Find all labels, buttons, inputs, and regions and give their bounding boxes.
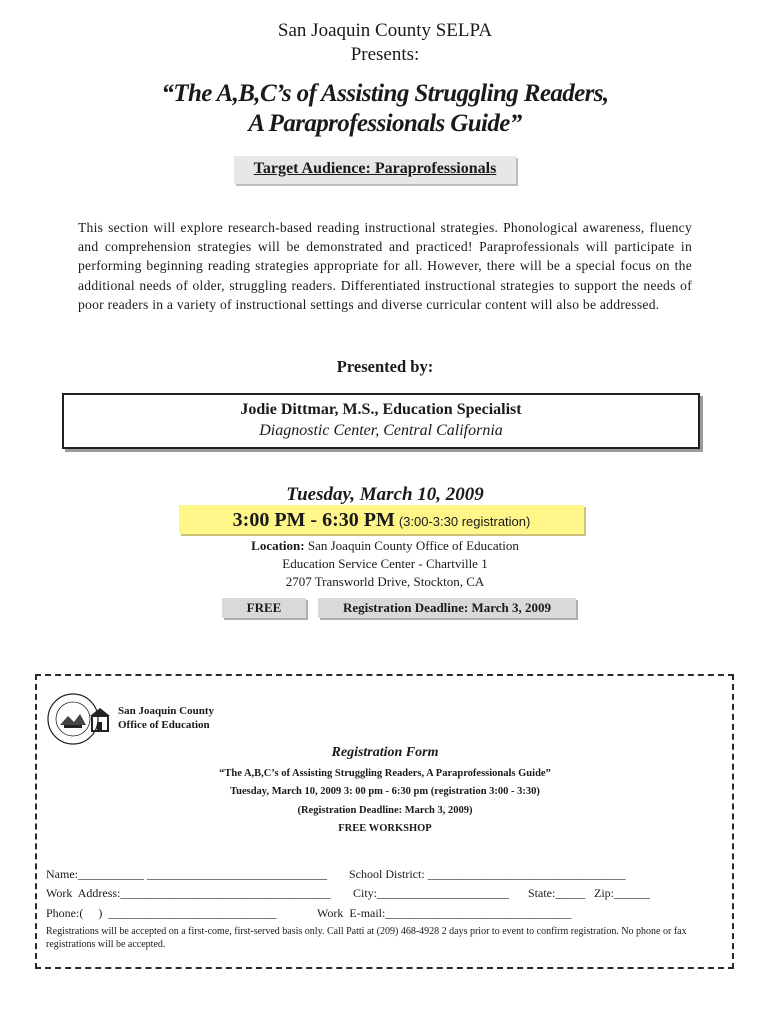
presents-label: Presents: (350, 44, 420, 65)
deadline-badge: Registration Deadline: March 3, 2009 (318, 598, 576, 618)
organization-name: San Joaquin County SELPA (277, 20, 493, 41)
office-line-2: Office of Education (118, 719, 210, 731)
presenter-box (62, 393, 700, 449)
zip-field[interactable]: Zip:______ (594, 886, 650, 900)
office-of-education-label (118, 704, 214, 732)
location-label: Location: (251, 538, 305, 553)
phone-field[interactable]: Phone:( ) ____________________________ (46, 906, 277, 920)
registration-event-title: “The A,B,C’s of Assisting Struggling Readers, A Paraprofessionals Guide” (219, 768, 551, 779)
free-badge: FREE (222, 598, 306, 618)
work-email-field[interactable]: Work E-mail:_______________________________ (317, 906, 572, 920)
registration-time: (3:00-3:30 registration) (398, 514, 531, 529)
registration-event-time: Tuesday, March 10, 2009 3: 00 pm - 6:30 pm (registration 3:00 - 3:30) (230, 786, 540, 797)
office-line-1: San Joaquin County (118, 705, 214, 717)
event-time: 3:00 PM - 6:30 PM (232, 509, 395, 531)
location-name: San Joaquin County Office of Education (307, 538, 519, 553)
location-line-2: Education Service Center - Chartville 1 (282, 556, 488, 571)
event-date: Tuesday, March 10, 2009 (286, 484, 484, 505)
work-address-field[interactable]: Work Address:___________________________________ (46, 886, 331, 900)
event-title-line1: “The A,B,C’s of Assisting Struggling Readers, (161, 80, 609, 107)
free-workshop-label: FREE WORKSHOP (338, 823, 432, 834)
name-field[interactable]: Name:___________ ______________________________ (46, 867, 327, 881)
county-seal-logo (46, 692, 114, 746)
event-title-line2: A Paraprofessionals Guide” (248, 110, 522, 137)
registration-deadline: (Registration Deadline: March 3, 2009) (297, 805, 473, 816)
presenter-name: Jodie Dittmar, M.S., Education Specialist (240, 401, 522, 418)
location-address: 2707 Transworld Drive, Stockton, CA (285, 574, 485, 589)
city-field[interactable]: City:______________________ (353, 886, 510, 900)
presenter-organization: Diagnostic Center, Central California (259, 422, 503, 439)
target-audience-badge: Target Audience: Paraprofessionals (234, 156, 516, 184)
registration-note: Registrations will be accepted on a first-come, first-served basis only. Call Patti at (209) 468-4928 2 days prior to event to confirm registration. No phone or fax registrations will be accepted. (46, 926, 687, 950)
description-paragraph: This section will explore research-based reading instructional strategies. Phonological awareness, fluency and comprehension strategies will be demonstrated and practiced! Paraprofessionals will participate in performing beginning reading strategies appropriate for all. However, there will be a special focus on the additional needs of older, struggling readers. Differentiated instructional strategies to support the needs of poor readers in a variety of instructional settings and diverse curricular content will also be addressed. (78, 220, 692, 312)
presented-by-heading: Presented by: (336, 357, 434, 376)
event-time-highlight (179, 505, 584, 534)
registration-form-title: Registration Form (331, 745, 439, 760)
school-district-field[interactable]: School District: _________________________________ (349, 867, 626, 881)
state-field[interactable]: State:_____ (528, 886, 586, 900)
location-line-1 (0, 538, 770, 554)
